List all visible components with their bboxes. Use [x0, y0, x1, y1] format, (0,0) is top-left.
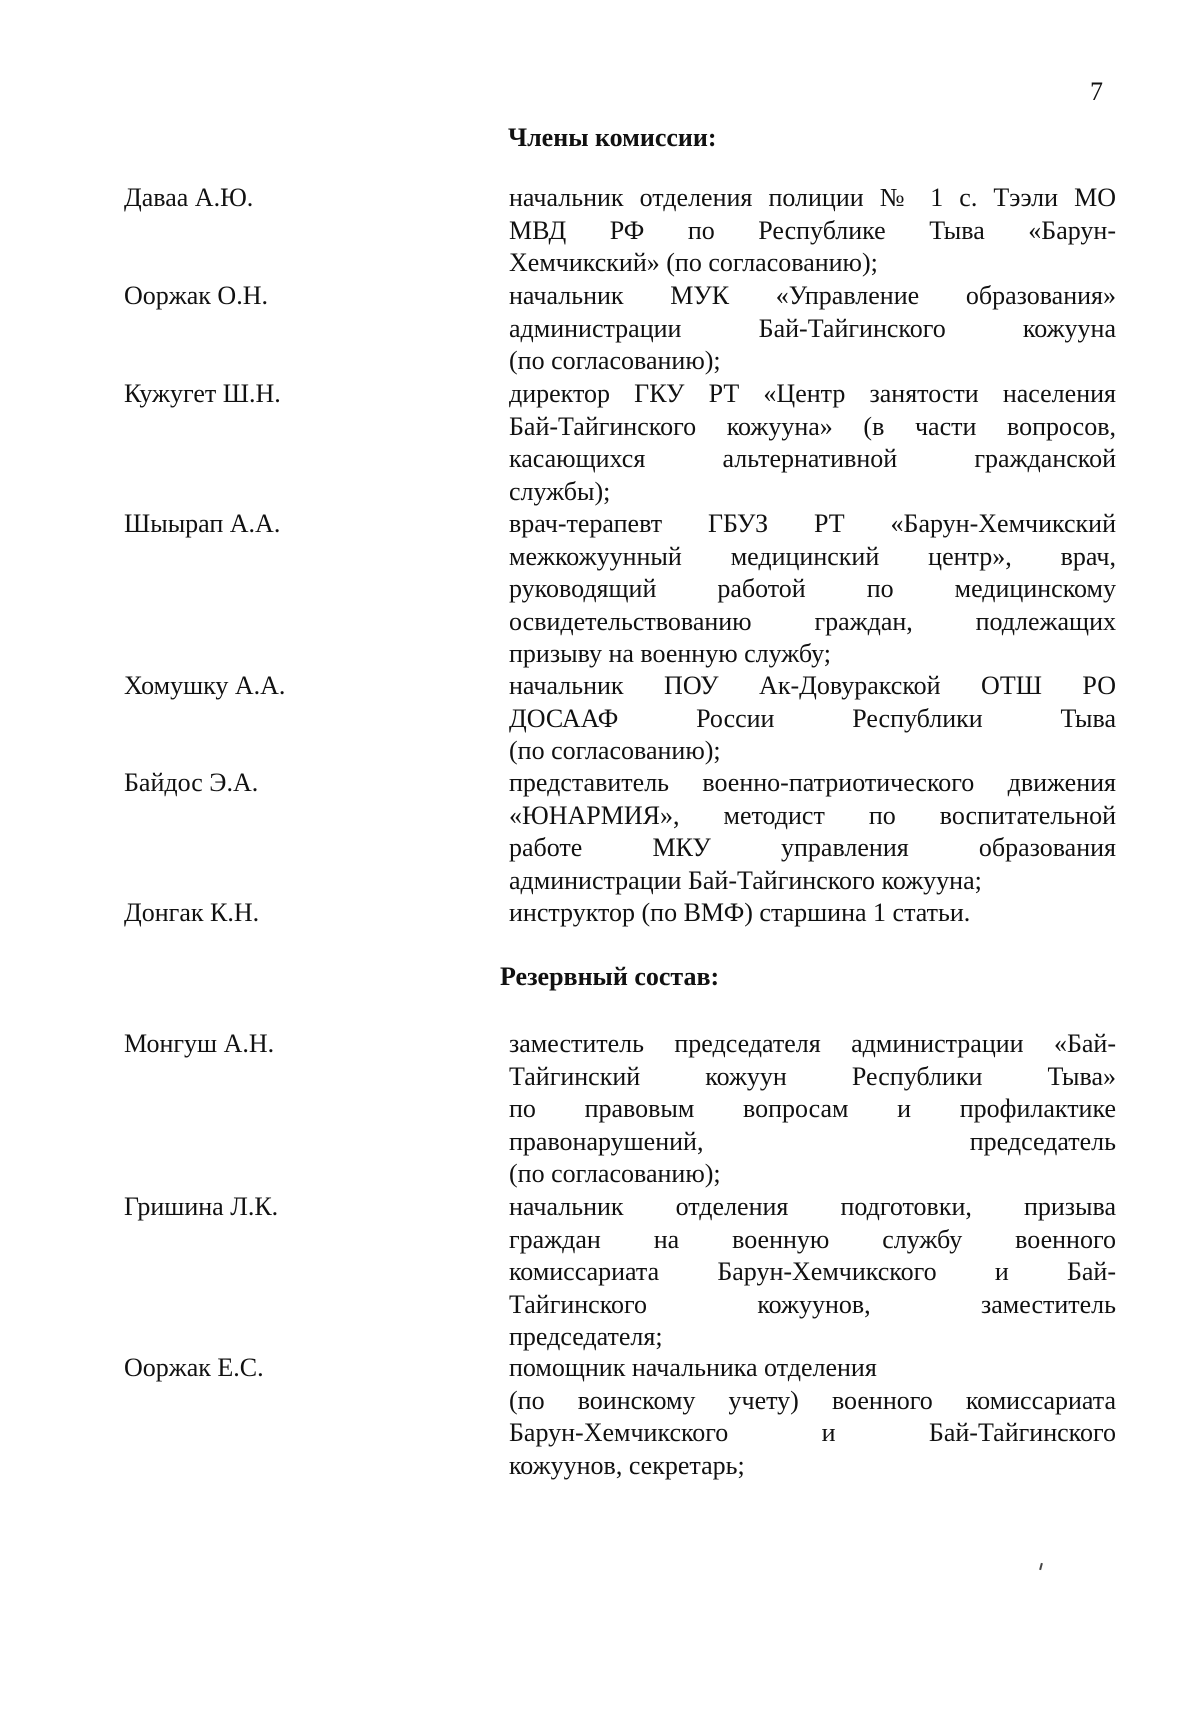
role-line: (по согласованию);	[509, 346, 721, 375]
reserve-role	[509, 1352, 1116, 1482]
member-role	[509, 670, 1116, 768]
role-line: ДОСААФ России Республики Тыва	[509, 703, 1116, 733]
member-name: Даваа А.Ю.	[124, 183, 254, 212]
role-line: правонарушений, председатель	[509, 1126, 1116, 1156]
reserve-name: Гришина Л.К.	[124, 1192, 279, 1221]
role-line: (по согласованию);	[509, 1159, 721, 1188]
role-line: (по воинскому учету) военного комиссариата	[509, 1385, 1116, 1415]
member-role	[509, 280, 1116, 378]
member-role	[509, 182, 1116, 280]
role-line: освидетельствованию граждан, подлежащих	[509, 606, 1116, 636]
role-line: начальник МУК «Управление образования»	[509, 281, 1116, 310]
member-role	[509, 508, 1116, 671]
reserve-name: Монгуш А.Н.	[124, 1029, 275, 1058]
role-line: (по согласованию);	[509, 736, 721, 765]
section-heading-reserve: Резервный состав:	[500, 962, 720, 991]
role-line: председателя;	[509, 1322, 663, 1351]
role-line: инструктор (по ВМФ) старшина 1 статьи.	[509, 898, 971, 927]
member-role	[509, 897, 1116, 930]
member-name: Хомушку А.А.	[124, 671, 286, 700]
role-line: директор ГКУ РТ «Центр занятости населения	[509, 379, 1116, 408]
role-line: МВД РФ по Республике Тыва «Барун-	[509, 215, 1116, 245]
role-line: касающихся альтернативной гражданской	[509, 444, 1116, 473]
member-name: Кужугет Ш.Н.	[124, 379, 281, 408]
role-line: призыву на военную службу;	[509, 639, 832, 668]
role-line: по правовым вопросам и профилактике	[509, 1094, 1116, 1123]
role-line: комиссариата Барун-Хемчикского и Бай-	[509, 1257, 1116, 1286]
role-line: Тайгинский кожуун Республики Тыва»	[509, 1061, 1116, 1091]
reserve-role	[509, 1191, 1116, 1354]
member-name: Донгак К.Н.	[124, 898, 260, 927]
role-line: администрации Бай-Тайгинского кожууна	[509, 313, 1116, 343]
member-role	[509, 378, 1116, 508]
reserve-role	[509, 1028, 1116, 1191]
role-line: помощник начальника отделения	[509, 1353, 877, 1382]
page-number: 7	[1090, 77, 1103, 106]
section-heading-members: Члены комиссии:	[508, 123, 717, 152]
role-line: граждан на военную службу военного	[509, 1224, 1116, 1254]
member-role	[509, 767, 1116, 897]
role-line: администрации Бай-Тайгинского кожууна;	[509, 865, 982, 895]
reserve-name: Ооржак Е.С.	[124, 1353, 264, 1382]
role-line: Барун-Хемчикского и Бай-Тайгинского	[509, 1418, 1116, 1447]
role-line: начальник отделения полиции № 1 с. Тээли МО	[509, 183, 1116, 212]
role-line: Хемчикский» (по согласованию);	[509, 248, 878, 277]
scan-mark	[1039, 1563, 1043, 1570]
role-line: «ЮНАРМИЯ», методист по воспитательной	[509, 800, 1116, 830]
member-name: Шыырап А.А.	[124, 509, 281, 538]
member-name: Байдос Э.А.	[124, 768, 259, 797]
role-line: службы);	[509, 476, 611, 506]
role-line: начальник отделения подготовки, призыва	[509, 1192, 1116, 1221]
member-name: Ооржак О.Н.	[124, 281, 268, 310]
role-line: Бай-Тайгинского кожууна» (в части вопросов,	[509, 411, 1116, 441]
role-line: кожуунов, секретарь;	[509, 1450, 745, 1480]
role-line: работе МКУ управления образования	[509, 833, 1116, 862]
role-line: руководящий работой по медицинскому	[509, 574, 1116, 603]
role-line: межкожуунный медицинский центр», врач,	[509, 541, 1116, 571]
role-line: заместитель председателя администрации «Бай-	[509, 1029, 1116, 1058]
role-line: начальник ПОУ Ак-Довуракской ОТШ РО	[509, 671, 1116, 700]
role-line: врач-терапевт ГБУЗ РТ «Барун-Хемчикский	[509, 509, 1116, 538]
role-line: представитель военно-патриотического движения	[509, 768, 1116, 797]
role-line: Тайгинского кожуунов, заместитель	[509, 1289, 1116, 1319]
